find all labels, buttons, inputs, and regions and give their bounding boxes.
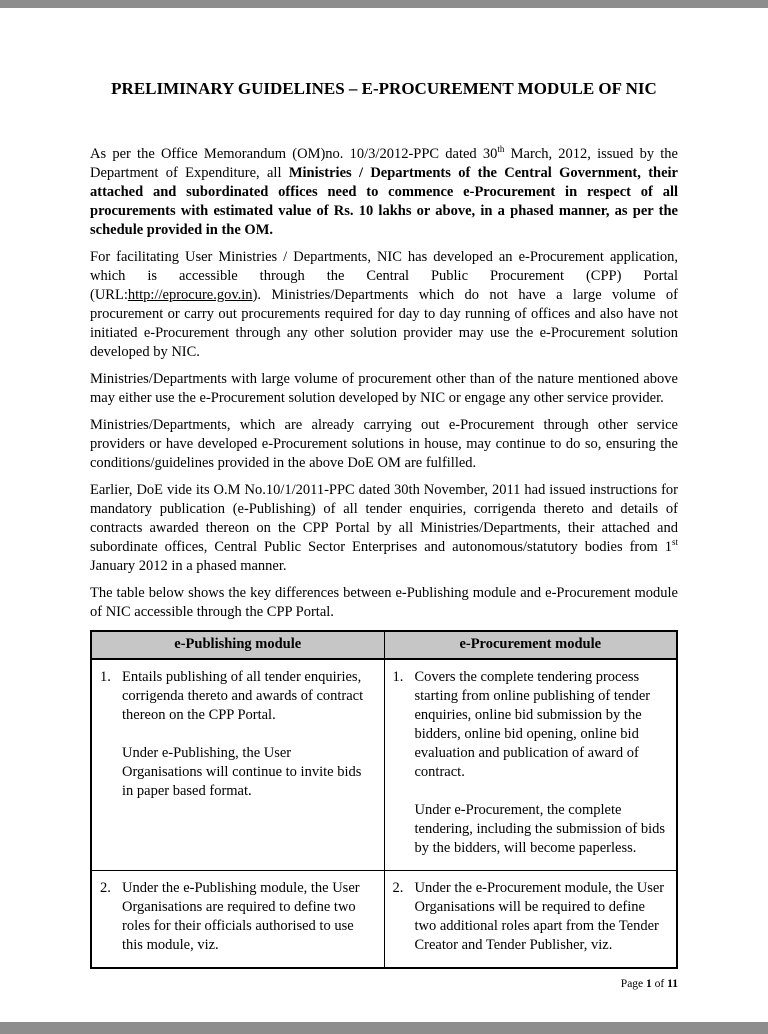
paragraph-1-text-pre: As per the Office Memorandum (OM)no. 10/3/2012-PPC dated 30 [90, 146, 498, 162]
table-cell-row2-left [91, 871, 384, 969]
list-item-text [122, 879, 374, 955]
list-item-number: 2. [100, 880, 111, 896]
cell-paragraph: Entails publishing of all tender enquiries, corrigenda thereto and awards of contract thereon on the CPP Portal. [122, 669, 364, 723]
paragraph-5-text-pre: Earlier, DoE vide its O.M No.10/1/2011-PPC dated 30th November, 2011 had issued instructions for mandatory publication (e-Publishing) of all tender enquiries, corrigenda thereto and details of contracts awarded thereon on the CPP Portal by all Ministries/Departments, their attached and subordinate offices, Central Public Sector Enterprises and autonomous/statutory bodies from 1 [90, 482, 678, 555]
table-header-e-publishing: e-Publishing module [91, 631, 384, 659]
table-row [91, 871, 677, 969]
page-number-word: Page [620, 978, 644, 990]
page-number-total: 11 [667, 978, 678, 990]
paragraph-1-text-mid: March, 2012, issued by the Department of Expenditure, all [90, 146, 678, 181]
table-header-row [91, 631, 677, 659]
paragraph-2 [90, 248, 678, 362]
cell-paragraph: Covers the complete tendering process starting from online publishing of tender enquiries, online bid submission by the bidders, online bid opening, online bid evaluation and publication of award of contract. [414, 669, 651, 780]
paragraph-2-text-pre: For facilitating User Ministries / Departments, NIC has developed an e-Procurement application, which is accessible through the Central Public Procurement (CPP) Portal (URL: [90, 249, 678, 303]
table-header-e-procurement: e-Procurement module [384, 631, 677, 659]
paragraph-5-text-post: January 2012 in a phased manner. [90, 558, 287, 574]
document-page [0, 8, 768, 1022]
list-item-text [415, 879, 667, 955]
list-item-text [415, 668, 667, 858]
table-cell-row1-left [91, 659, 384, 871]
paragraph-6: The table below shows the key differences between e-Publishing module and e-Procurement module of NIC accessible through the CPP Portal. [90, 585, 678, 620]
table-row [91, 659, 677, 871]
table-cell-row2-right [384, 871, 677, 969]
cell-paragraph: Under e-Publishing, the User Organisations will continue to invite bids in paper based format. [122, 745, 362, 799]
paragraph-2-text-post: ). Ministries/Departments which do not have a large volume of procurement or carry out procurements required for day to day running of offices and also have not initiated e-Procurement through any other solution provider may use the e-Procurement solution developed by NIC. [90, 287, 678, 360]
list-item [393, 879, 667, 955]
list-item [100, 668, 374, 801]
list-item [100, 879, 374, 955]
paragraph-3: Ministries/Departments with large volume of procurement other than of the nature mentioned above may either use the e-Procurement solution developed by NIC or engage any other service provider. [90, 371, 678, 406]
comparison-table [90, 630, 678, 969]
list-item [393, 668, 667, 858]
list-item-number: 1. [392, 669, 404, 685]
paragraph-5 [90, 481, 678, 576]
paragraph-1 [90, 145, 678, 240]
list-item-text [122, 668, 374, 801]
superscript-st: st [671, 537, 678, 548]
table-cell-row1-right [384, 659, 677, 871]
cell-paragraph: Under the e-Publishing module, the User Organisations are required to define two roles for their officials authorised to use this module, viz. [122, 880, 360, 953]
cell-paragraph: Under the e-Procurement module, the User Organisations will be required to define two additional roles apart from the Tender Creator and Tender Publisher, viz. [414, 880, 665, 953]
cell-paragraph: Under e-Procurement, the complete tendering, including the submission of bids by the bidders, will become paperless. [414, 802, 666, 856]
page-title: PRELIMINARY GUIDELINES – E-PROCUREMENT MODULE OF NIC [111, 79, 657, 98]
page-number [90, 977, 678, 992]
list-item-number: 2. [392, 880, 404, 896]
eprocure-url-link[interactable]: http://eprocure.gov.in [127, 287, 253, 303]
list-item-number: 1. [100, 669, 111, 685]
page-number-current: 1 [646, 978, 652, 990]
page-number-of-word: of [654, 978, 665, 990]
superscript-th: th [497, 144, 505, 155]
paragraph-4: Ministries/Departments, which are already carrying out e-Procurement through other service providers or have developed e-Procurement solutions in house, may continue to do so, ensuring the conditions/guidelines provided in the above DoE OM are fulfilled. [90, 417, 678, 471]
paragraph-1-bold-text: Ministries / Departments of the Central Government, their attached and subordinated offices need to commence e-Procurement in respect of all procurements with estimated value of Rs. 10 lakhs or above, in a phased manner, as per the schedule provided in the OM. [90, 165, 678, 238]
